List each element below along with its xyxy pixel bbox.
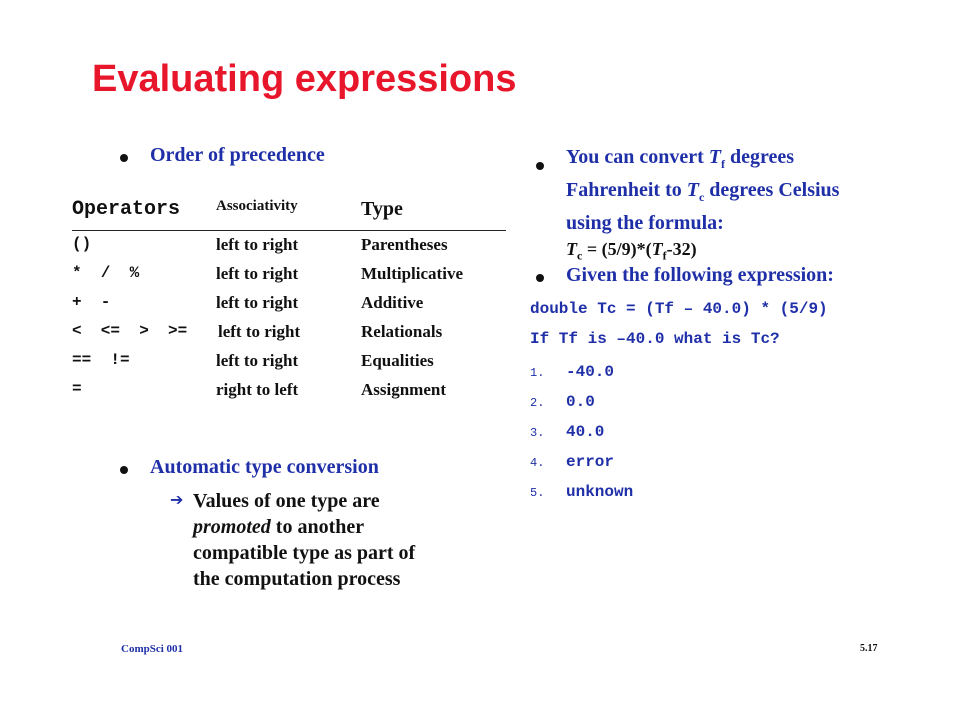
row-operator: * / % bbox=[72, 264, 140, 282]
table-row bbox=[72, 347, 506, 376]
code-expression: double Tc = (Tf – 40.0) * (5/9) bbox=[530, 300, 828, 318]
row-associativity: left to right bbox=[216, 235, 299, 254]
paragraph-text: degrees Celsius bbox=[704, 179, 840, 201]
row-associativity: left to right bbox=[216, 264, 299, 283]
row-operator: == != bbox=[72, 351, 130, 369]
row-associativity: left to right bbox=[218, 322, 301, 341]
temp-symbol: T bbox=[686, 179, 699, 201]
option-number: 2. bbox=[530, 396, 545, 410]
subscript: c bbox=[577, 248, 583, 263]
table-row bbox=[72, 289, 506, 318]
option-text: 40.0 bbox=[566, 423, 605, 441]
temp-symbol: T bbox=[651, 239, 663, 259]
option-number: 4. bbox=[530, 456, 545, 470]
table-row bbox=[72, 318, 506, 347]
option-number: 1. bbox=[530, 366, 545, 380]
bullet-order-of-precedence: Order of precedence bbox=[150, 144, 325, 166]
row-type: Equalities bbox=[361, 351, 434, 370]
subscript: f bbox=[662, 248, 667, 263]
answer-option bbox=[530, 363, 614, 381]
table-header-row bbox=[72, 194, 506, 231]
answer-option bbox=[530, 483, 633, 501]
paragraph-text: Fahrenheit to bbox=[566, 179, 687, 201]
conversion-paragraph bbox=[566, 144, 936, 269]
row-operator: < <= > >= bbox=[72, 322, 188, 340]
header-associativity: Associativity bbox=[216, 198, 298, 214]
row-type: Additive bbox=[361, 293, 424, 312]
option-text: unknown bbox=[566, 483, 634, 501]
description-line: the computation process bbox=[193, 568, 401, 590]
option-text: error bbox=[566, 453, 615, 471]
precedence-table bbox=[72, 194, 506, 405]
bullet-icon bbox=[536, 162, 544, 170]
temp-symbol: T bbox=[708, 146, 721, 168]
table-row bbox=[72, 260, 506, 289]
subscript: f bbox=[720, 157, 725, 171]
formula-text: -32) bbox=[666, 239, 697, 259]
temp-symbol: T bbox=[566, 239, 577, 259]
subscript: c bbox=[698, 190, 705, 204]
answer-option bbox=[530, 393, 595, 411]
slide-title: Evaluating expressions bbox=[92, 58, 517, 100]
answer-option bbox=[530, 453, 614, 471]
bullet-icon bbox=[120, 154, 128, 162]
row-associativity: left to right bbox=[216, 351, 299, 370]
bullet-automatic-type-conversion: Automatic type conversion bbox=[150, 456, 379, 478]
bullet-icon bbox=[120, 466, 128, 474]
row-associativity: left to right bbox=[216, 293, 299, 312]
row-operator: = bbox=[72, 380, 82, 398]
row-type: Assignment bbox=[361, 380, 447, 399]
paragraph-line bbox=[566, 144, 936, 177]
bullet-given-expression: Given the following expression: bbox=[566, 264, 834, 286]
paragraph-line bbox=[566, 177, 936, 210]
paragraph-text: You can convert bbox=[566, 146, 709, 168]
description-line: compatible type as part of bbox=[193, 542, 416, 564]
arrow-right-icon: ➔ bbox=[170, 492, 184, 509]
paragraph-text: degrees bbox=[724, 146, 795, 168]
description-line: Values of one type are bbox=[193, 490, 380, 512]
option-text: 0.0 bbox=[566, 393, 595, 411]
table-row bbox=[72, 376, 506, 405]
row-type: Relationals bbox=[361, 322, 443, 341]
option-number: 5. bbox=[530, 486, 545, 500]
footer-course: CompSci 001 bbox=[121, 643, 184, 655]
row-operator: + - bbox=[72, 293, 111, 311]
header-type: Type bbox=[361, 198, 403, 220]
row-type: Parentheses bbox=[361, 235, 448, 254]
promoted-word: promoted bbox=[193, 516, 271, 538]
type-conversion-description bbox=[193, 488, 493, 592]
table-row bbox=[72, 231, 506, 260]
answer-option bbox=[530, 423, 604, 441]
row-associativity: right to left bbox=[216, 380, 299, 399]
header-operators: Operators bbox=[72, 198, 181, 221]
formula-text: = (5/9)*( bbox=[582, 239, 652, 259]
row-operator: () bbox=[72, 235, 92, 253]
description-line bbox=[193, 514, 493, 540]
bullet-icon bbox=[536, 274, 544, 282]
paragraph-line: using the formula: bbox=[566, 212, 724, 234]
description-text: to another bbox=[270, 516, 365, 538]
footer-page-number: 5.17 bbox=[860, 643, 878, 654]
option-number: 3. bbox=[530, 426, 545, 440]
row-type: Multiplicative bbox=[361, 264, 463, 283]
code-question: If Tf is –40.0 what is Tc? bbox=[530, 330, 780, 348]
option-text: -40.0 bbox=[566, 363, 615, 381]
